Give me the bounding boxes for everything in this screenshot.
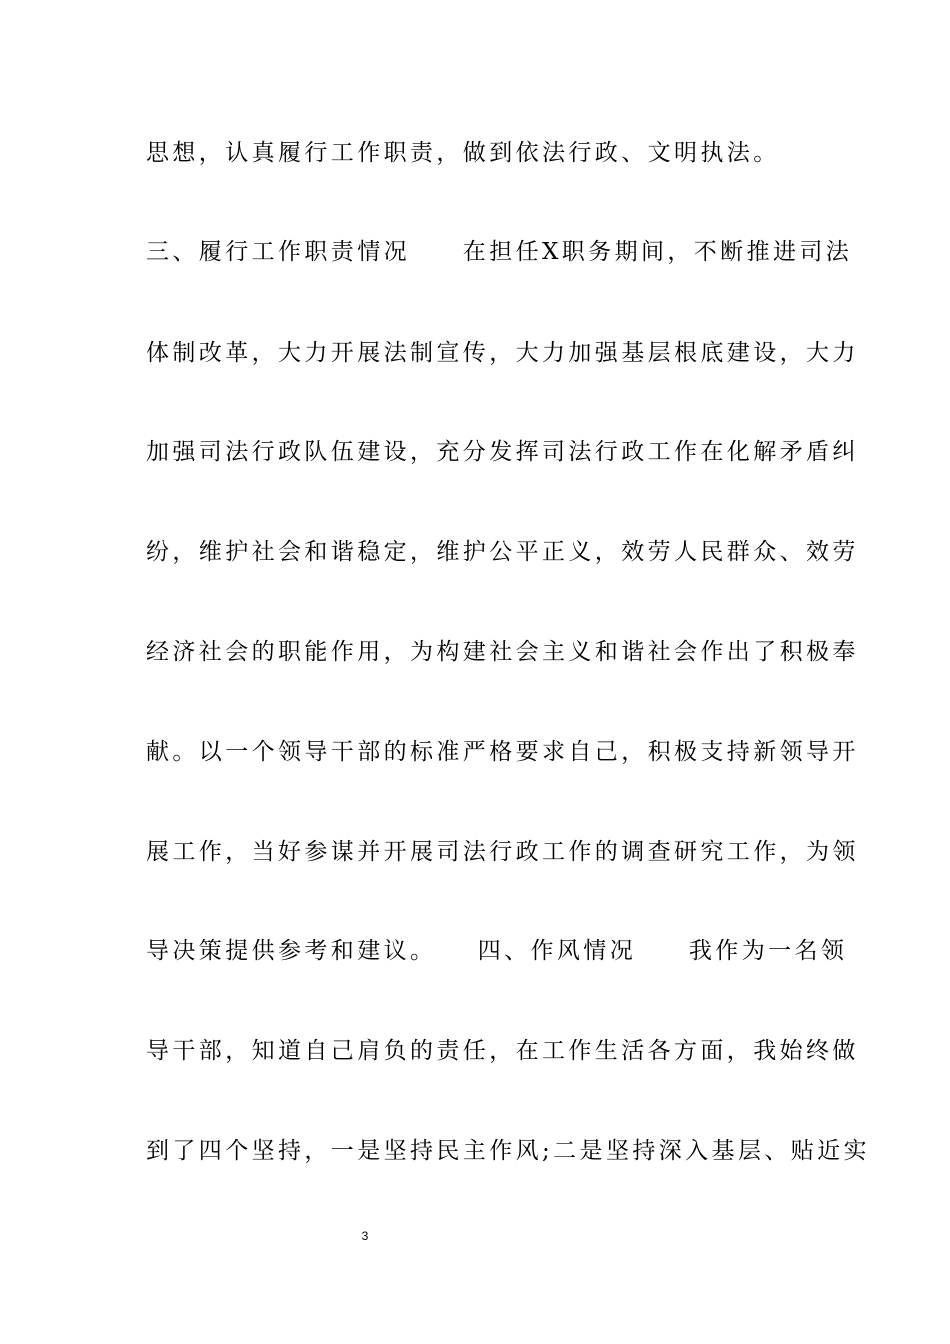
text-line-1: 思想，认真履行工作职责，做到依法行政、文明执法。 <box>146 140 780 166</box>
text-line-10: 导干部，知道自己肩负的责任，在工作生活各方面，我始终做 <box>146 1038 859 1064</box>
text-line-4: 加强司法行政队伍建设，充分发挥司法行政工作在化解矛盾纠 <box>146 439 859 465</box>
text-line-9: 导决策提供参考和建议。 四、作风情况 我作为一名领 <box>146 938 848 964</box>
text-line-6: 经济社会的职能作用，为构建社会主义和谐社会作出了积极奉 <box>146 639 859 665</box>
text-line-11: 到了四个坚持，一是坚持民主作风;二是坚持深入基层、贴近实 <box>146 1138 870 1164</box>
page-number: 3 <box>361 1229 369 1243</box>
text-line-2: 三、履行工作职责情况 在担任X职务期间，不断推进司法 <box>146 239 853 265</box>
text-line-7: 献。以一个领导干部的标准严格要求自己，积极支持新领导开 <box>146 739 859 765</box>
text-line-3: 体制改革，大力开展法制宣传，大力加强基层根底建设，大力 <box>146 340 859 366</box>
text-line-8: 展工作，当好参谋并开展司法行政工作的调查研究工作，为领 <box>146 839 859 865</box>
text-line-5: 纷，维护社会和谐稳定，维护公平正义，效劳人民群众、效劳 <box>146 539 859 565</box>
